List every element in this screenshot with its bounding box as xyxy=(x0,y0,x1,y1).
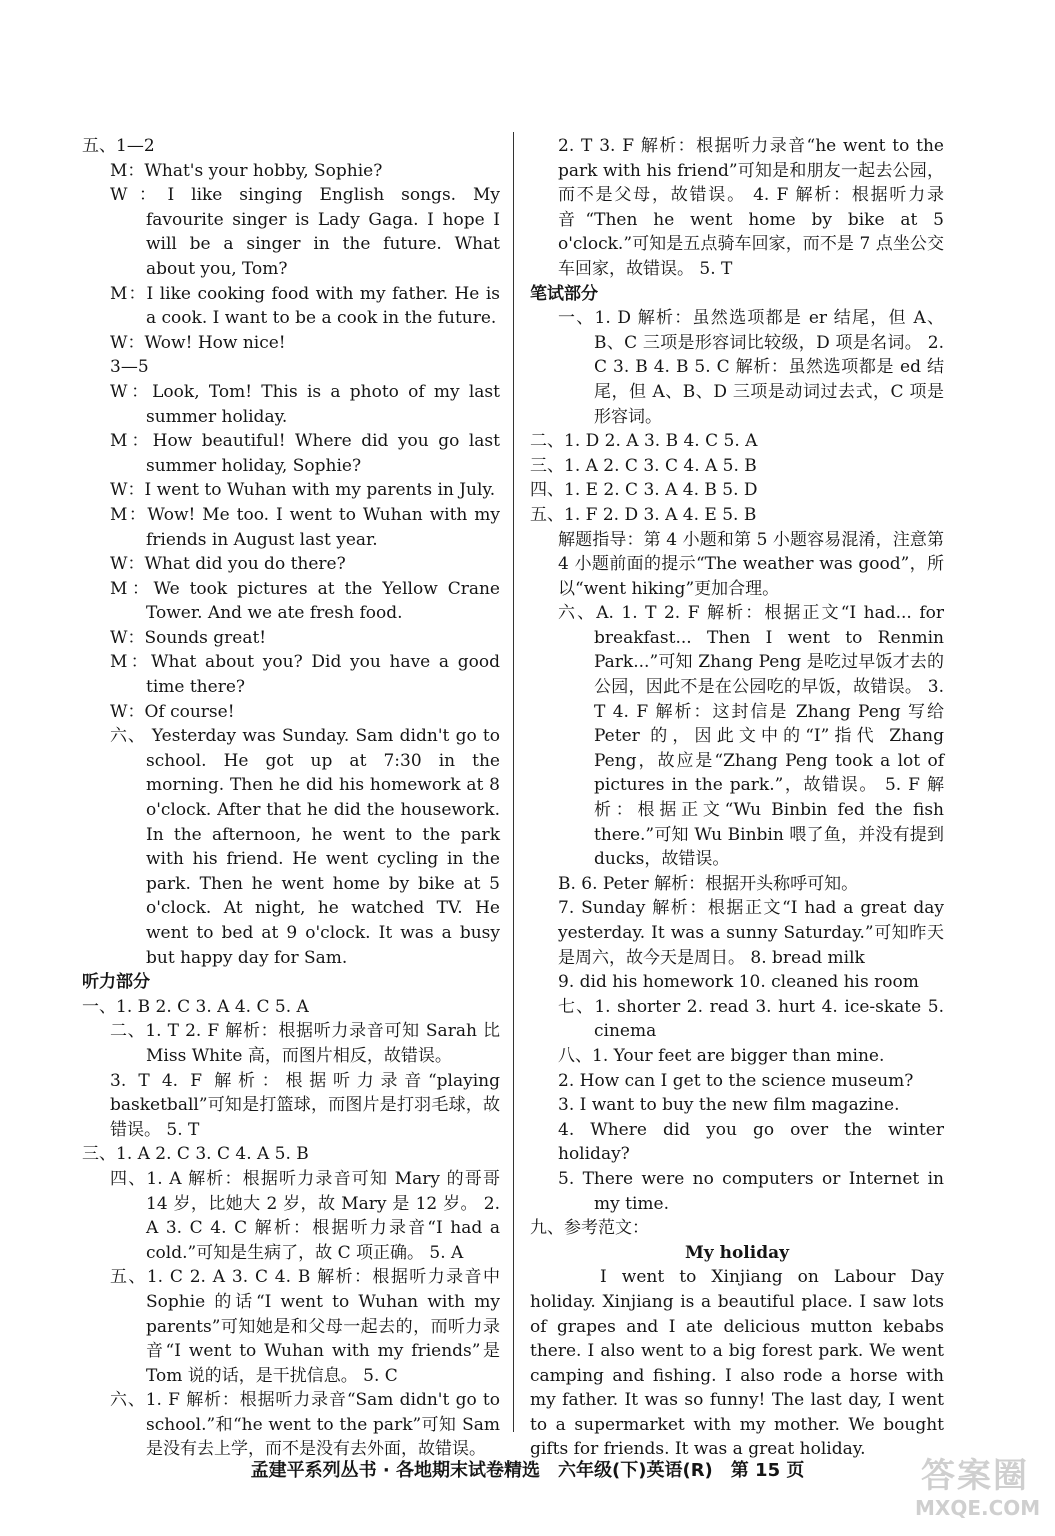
right-paragraph: 七、1. shorter 2. read 3. hurt 4. ice-skate 5. cinema xyxy=(558,996,944,1042)
left-paragraph: 3—5 xyxy=(110,357,149,378)
right-paragraph: 4. Where did you go over the winter holiday? xyxy=(558,1119,944,1165)
right-paragraph: 3. I want to buy the new film magazine. xyxy=(558,1095,900,1116)
right-paragraph: 9. did his homework 10. cleaned his room xyxy=(558,972,919,993)
watermark-url: MXQE.COM xyxy=(915,1496,1041,1520)
left-paragraph: M：I like cooking food with my father. He is a cook. I want to be a cook in the future. xyxy=(110,283,500,329)
page-footer: 孟建平系列丛书 · 各地期末试卷精选 六年级(下)英语(R) 第 15 页 xyxy=(250,1460,805,1481)
left-paragraph: 五、1—2 xyxy=(82,136,155,156)
right-paragraph: 八、1. Your feet are bigger than mine. xyxy=(558,1045,885,1066)
watermark-text: 答案圈 xyxy=(921,1456,1029,1496)
left-paragraph: W：I went to Wuhan with my parents in July. xyxy=(110,480,496,501)
right-column xyxy=(530,134,944,1462)
left-paragraph: M：What's your hobby, Sophie? xyxy=(110,160,383,181)
left-paragraph: W：Look, Tom! This is a photo of my last summer holiday. xyxy=(110,381,500,427)
right-paragraph: 六、A. 1. T 2. F 解析：根据正文“I had... for breakfast... Then I went to Renmin Park...”可知 Zhang Peng 是吃过早饭才去的公园，因此不是在公园吃的早饭，故错误。 3. T 4. F 解析：这封信是 Zhang Peng 写给 Peter 的，因此文中的“I”指代 Zhang Peng，故应是“Zhang Peng took a lot of pictures in the park.”，故错误。 5. F 解析：根据正文“Wu Binbin fed the fish there.”可知 Wu Binbin 喂了鱼，并没有提到 ducks，故错误。 xyxy=(558,603,944,870)
right-paragraph: 5. There were no computers or Internet in my time. xyxy=(558,1168,944,1214)
left-paragraph: 六、1. F 解析：根据听力录音“Sam didn't go to school.”和“he went to the park”可知 Sam 是没有去上学，而不是没有去外面，故错误。 xyxy=(110,1390,500,1460)
left-paragraph: 3. T 4. F 解析：根据听力录音“playing basketball”可知是打篮球，而图片是打羽毛球，故错误。 5. T xyxy=(110,1070,500,1140)
left-paragraph: W：Sounds great! xyxy=(110,627,267,648)
right-paragraph: B. 6. Peter 解析：根据开头称呼可知。 xyxy=(558,873,859,894)
left-paragraph: 四、1. A 解析：根据听力录音可知 Mary 的哥哥 14 岁，比她大 2 岁，故 Mary 是 12 岁。 2. A 3. C 4. C 解析：根据听力录音“I had a cold.”可知是生病了，故 C 项正确。 5. A xyxy=(110,1168,500,1263)
left-paragraph: 听力部分 xyxy=(82,972,150,993)
right-paragraph: 二、1. D 2. A 3. B 4. C 5. A xyxy=(530,431,758,452)
left-paragraph: 五、1. C 2. A 3. C 4. B 解析：根据听力录音中 Sophie 的话“I went to Wuhan with my parents”可知她是和父母一起去的，而听力录音“I went to Wuhan with my friends”是 Tom 说的话，是干扰信息。 5. C xyxy=(110,1267,500,1386)
right-paragraph: 笔试部分 xyxy=(530,283,598,304)
left-paragraph: M：How beautiful! Where did you go last summer holiday, Sophie? xyxy=(110,431,500,476)
right-paragraph: 2. T 3. F 解析：根据听力录音“he went to the park with his friend”可知是和朋友一起去公园，而不是父母，故错误。 4. F 解析：根据听力录音“Then he went home by bike at 5 o'clock.”可知是五点骑车回家，而不是 7 点坐公交车回家，故错误。 5. T xyxy=(558,136,944,279)
right-paragraph: I went to Xinjiang on Labour Day holiday. Xinjiang is a beautiful place. I saw lots of grapes and I ate delicious mutton kebabs there. I also went to a big forest park. We went camping and fishing. I also rode a horse with my father. It was so funny! The last day, I went to a supermarket with my mother. We bought gifts for friends. It was a great holiday. xyxy=(530,1267,944,1460)
right-paragraph: 7. Sunday 解析：根据正文“I had a great day yesterday. It was a sunny Saturday.”可知昨天是周六，故今天是周日。 8. bread milk xyxy=(558,898,944,968)
right-paragraph: 九、参考范文： xyxy=(530,1218,649,1239)
left-paragraph: W：Of course! xyxy=(110,701,235,722)
left-paragraph: 三、1. A 2. C 3. C 4. A 5. B xyxy=(82,1144,309,1165)
left-paragraph: M：What about you? Did you have a good time there? xyxy=(110,652,500,698)
right-paragraph: 三、1. A 2. C 3. C 4. A 5. B xyxy=(530,455,757,476)
left-paragraph: W：Wow! How nice! xyxy=(110,332,286,353)
right-paragraph: 五、1. F 2. D 3. A 4. E 5. B xyxy=(530,504,757,525)
right-paragraph: My holiday xyxy=(684,1242,789,1263)
left-paragraph: 一、1. B 2. C 3. A 4. C 5. A xyxy=(82,996,309,1017)
left-paragraph: M：We took pictures at the Yellow Crane Tower. And we ate fresh food. xyxy=(110,578,500,624)
right-paragraph: 四、1. E 2. C 3. A 4. B 5. D xyxy=(530,480,758,501)
left-paragraph: 二、1. T 2. F 解析：根据听力录音可知 Sarah 比 Miss White 高，而图片相反，故错误。 xyxy=(110,1021,500,1066)
column-divider xyxy=(513,132,514,1432)
left-paragraph: W：What did you do there? xyxy=(110,554,346,575)
right-paragraph: 2. How can I get to the science museum? xyxy=(558,1070,914,1091)
left-column xyxy=(82,134,500,1462)
left-paragraph: W：I like singing English songs. My favourite singer is Lady Gaga. I hope I will be a singer in the future. What about you, Tom? xyxy=(110,185,500,279)
left-paragraph: M：Wow! Me too. I went to Wuhan with my friends in August last year. xyxy=(110,504,500,550)
left-paragraph: 六、 Yesterday was Sunday. Sam didn't go to school. He got up at 7:30 in the morning. Then he did his homework at 8 o'clock. After that he did the housework. In the afternoon, he went to the park with his friend. He went cycling in the park. Then he went home by bike at 5 o'clock. At night, he watched TV. He went to bed at 9 o'clock. It was a busy but happy day for Sam. xyxy=(110,726,500,968)
watermark-logo xyxy=(915,1456,1041,1528)
right-paragraph: 一、1. D 解析：虽然选项都是 er 结尾，但 A、B、C 三项是形容词比较级，D 项是名词。 2. C 3. B 4. B 5. C 解析：虽然选项都是 ed 结尾，但 A、B、D 三项是动词过去式，C 项是形容词。 xyxy=(558,308,944,427)
right-paragraph: 解题指导：第 4 小题和第 5 小题容易混淆，注意第 4 小题前面的提示“The weather was good”，所以“went hiking”更加合理。 xyxy=(558,529,944,599)
